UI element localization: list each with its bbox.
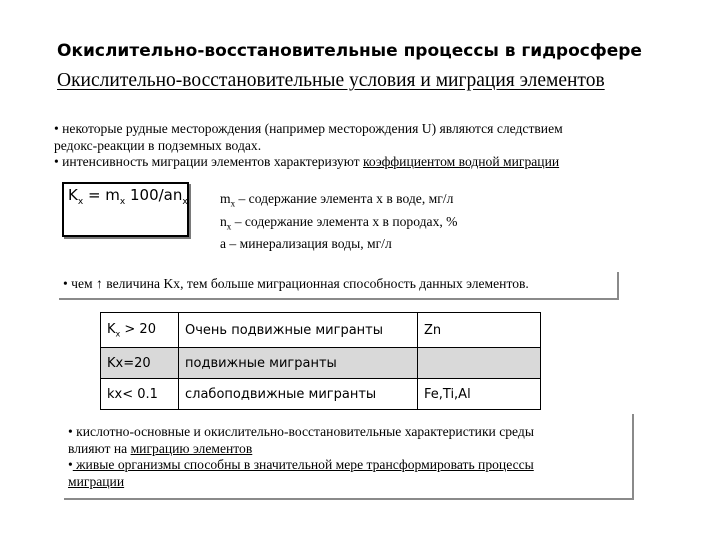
intro-line-3-text: • интенсивность миграции элементов характеризуют xyxy=(54,154,364,169)
table-cell-desc: подвижные мигранты xyxy=(179,348,418,379)
migration-table xyxy=(100,312,541,410)
table-cell-elements: Zn xyxy=(418,313,541,348)
table-row xyxy=(101,348,541,379)
legend-n: $n_x$ – содержание элемента x в породах, % xyxy=(220,213,458,232)
legend-a: a – минерализация воды, мг/л xyxy=(220,236,392,252)
formula-legend xyxy=(220,190,458,252)
migration-formula: $K_x = m_x$ $100/an_x$ xyxy=(68,186,188,207)
element-migration-link[interactable]: миграцию элементов xyxy=(130,440,253,456)
migration-link[interactable]: миграции xyxy=(68,473,125,489)
conclusion-line-4 xyxy=(68,474,628,491)
intro-line-2: редокс-реакции в подземных водах. xyxy=(54,137,262,153)
table-cell-desc: Очень подвижные мигранты xyxy=(179,313,418,348)
conclusion-line-3: • живые организмы способны в значительной мере трансформировать процессы xyxy=(68,457,534,472)
intro-line-1: • некоторые рудные месторождения (например месторождения U) являются следствием xyxy=(54,121,563,136)
table-cell-k: kx< 0.1 xyxy=(101,379,179,410)
table-cell-elements: Fe,Ti,Al xyxy=(418,379,541,410)
conclusion-paragraph xyxy=(68,424,628,490)
table-row xyxy=(101,379,541,410)
migration-coefficient-link[interactable]: коэффициентом водной миграции xyxy=(363,154,560,169)
table-cell-elements xyxy=(418,348,541,379)
note-text: • чем ↑ величина Kx, тем больше миграционная способность данных элементов. xyxy=(63,276,529,291)
table-cell-k: $K_x > 20$ xyxy=(101,313,179,348)
slide-subtitle: Окислительно-восстановительные условия и миграция элементов xyxy=(57,70,605,91)
slide-title: Окислительно-восстановительные процессы в гидросфере xyxy=(57,41,642,61)
conclusion-line-1: • кислотно-основные и окислительно-восстановительные характеристики среды xyxy=(68,424,534,439)
intro-paragraph xyxy=(54,121,674,171)
legend-m: $m_x$ – содержание элемента x в воде, мг/л xyxy=(220,191,454,209)
transform-processes-link[interactable]: трансформировать процессы xyxy=(366,457,534,472)
table-row xyxy=(101,313,541,348)
table-cell-desc: слабоподвижные мигранты xyxy=(179,379,418,410)
conclusion-line-2: влияют на миграцию элементов xyxy=(68,440,253,456)
table-cell-k: Kx=20 xyxy=(101,348,179,379)
intro-line-3 xyxy=(54,154,674,171)
